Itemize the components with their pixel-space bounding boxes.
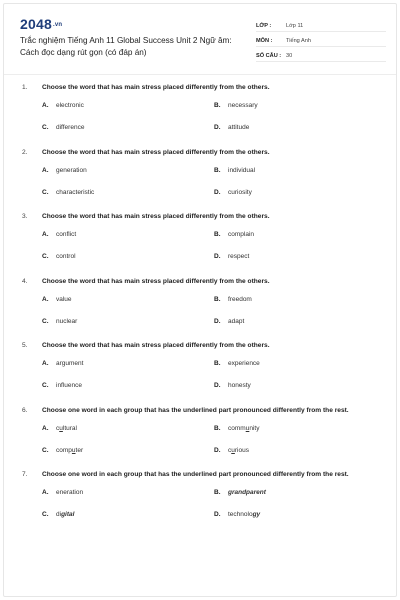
answer-option[interactable]	[214, 181, 386, 203]
answer-option[interactable]	[214, 310, 386, 332]
option-letter: A.	[42, 360, 49, 367]
question-text: Choose the word that has main stress placed differently from the others.	[42, 342, 270, 349]
answer-option[interactable]	[214, 417, 386, 439]
answer-option[interactable]	[42, 482, 214, 504]
question-item	[4, 276, 396, 333]
answer-options	[42, 95, 396, 139]
option-text: technology	[228, 511, 261, 518]
meta-value: 30	[286, 53, 293, 59]
answer-option[interactable]	[214, 224, 386, 246]
answer-option[interactable]	[214, 95, 386, 117]
answer-option[interactable]	[42, 224, 214, 246]
logo-suffix: .vn	[52, 22, 63, 29]
option-letter: C.	[42, 253, 49, 260]
option-letter: C.	[42, 188, 49, 196]
option-letter: A.	[42, 166, 49, 174]
question-text: Choose one word in each group that has the underlined part pronounced differently from the rest.	[42, 471, 349, 478]
underlined-letter: u	[231, 446, 235, 454]
answer-option[interactable]	[214, 482, 386, 504]
answer-options	[42, 482, 396, 526]
logo-text: 2048	[20, 16, 52, 32]
option-text: electronic	[56, 102, 84, 109]
option-text: honesty	[228, 382, 251, 389]
question-text: Choose the word that has main stress placed differently from the others.	[42, 213, 270, 220]
meta-label: MÔN :	[256, 38, 273, 44]
meta-label: LỚP :	[256, 23, 272, 29]
answer-option[interactable]	[214, 439, 386, 461]
answer-option[interactable]	[42, 181, 214, 203]
option-letter: B.	[214, 102, 221, 109]
question-text: Choose the word that has main stress placed differently from the others.	[42, 277, 270, 285]
answer-options	[42, 353, 396, 397]
option-text: control	[56, 253, 76, 260]
option-letter: D.	[214, 317, 221, 325]
option-letter: A.	[42, 231, 49, 238]
option-text: value	[56, 295, 72, 303]
question-number: 1.	[22, 84, 28, 91]
question-text: Choose one word in each group that has the underlined part pronounced differently from the rest.	[42, 406, 349, 414]
answer-option[interactable]	[42, 310, 214, 332]
option-letter: B.	[214, 360, 221, 367]
question-header	[4, 340, 396, 353]
answer-option[interactable]	[214, 353, 386, 375]
question-header	[4, 405, 396, 418]
option-letter: C.	[42, 511, 49, 518]
question-number: 5.	[22, 342, 28, 349]
option-letter: D.	[214, 446, 221, 454]
option-letter: A.	[42, 102, 49, 109]
option-letter: B.	[214, 295, 221, 303]
option-text: difference	[56, 124, 85, 131]
option-letter: D.	[214, 253, 221, 260]
question-number: 4.	[22, 277, 28, 285]
document-header	[4, 4, 396, 74]
option-text: generation	[56, 166, 87, 174]
option-text: curious	[228, 446, 249, 454]
question-text: Choose the word that has main stress placed differently from the others.	[42, 148, 270, 156]
option-text: respect	[228, 253, 250, 260]
answer-option[interactable]	[214, 117, 386, 139]
answer-options	[42, 159, 396, 203]
answer-option[interactable]	[214, 288, 386, 310]
answer-option[interactable]	[42, 504, 214, 526]
option-text: complain	[228, 231, 255, 238]
answer-option[interactable]	[42, 95, 214, 117]
meta-label: SỐ CÂU :	[256, 53, 282, 59]
meta-value: Lớp 11	[286, 23, 304, 29]
answer-option[interactable]	[42, 159, 214, 181]
answer-option[interactable]	[42, 288, 214, 310]
meta-value: Tiếng Anh	[286, 38, 311, 44]
answer-option[interactable]	[214, 504, 386, 526]
option-text: characteristic	[56, 188, 95, 196]
option-letter: B.	[214, 489, 221, 496]
document-meta	[256, 18, 386, 63]
option-letter: B.	[214, 166, 221, 174]
answer-option[interactable]	[214, 246, 386, 268]
document-title: Trắc nghiệm Tiếng Anh 11 Global Success Unit 2 Ngữ âm: Cách đọc dạng rút gọn (có đáp án)	[20, 36, 232, 57]
option-text: influence	[56, 382, 83, 389]
document-page	[3, 3, 397, 597]
option-letter: A.	[42, 489, 49, 496]
answer-option[interactable]	[42, 246, 214, 268]
question-header	[4, 469, 396, 482]
option-text: attitude	[228, 124, 250, 131]
meta-question-count	[256, 48, 386, 62]
emphasized-part: gital	[61, 511, 75, 518]
question-item	[4, 340, 396, 397]
header-divider	[4, 74, 396, 75]
question-header	[4, 276, 396, 289]
answer-option[interactable]	[214, 375, 386, 397]
option-letter: B.	[214, 424, 221, 432]
option-text: individual	[228, 166, 256, 174]
underlined-letter: u	[71, 446, 76, 454]
underlined-letter: u	[245, 424, 250, 432]
option-text: curiosity	[228, 188, 252, 196]
question-item	[4, 405, 396, 462]
answer-option[interactable]	[42, 117, 214, 139]
meta-subject	[256, 33, 386, 47]
question-text: Choose the word that has main stress placed differently from the others.	[42, 84, 270, 91]
question-number: 3.	[22, 213, 28, 220]
option-letter: C.	[42, 317, 49, 325]
option-text: necessary	[228, 102, 258, 109]
answer-options	[42, 417, 396, 461]
question-list	[4, 82, 396, 534]
question-item	[4, 211, 396, 268]
option-text: experience	[228, 360, 260, 367]
option-text: community	[228, 424, 260, 432]
underlined-letter: u	[59, 424, 63, 432]
meta-class	[256, 18, 386, 32]
option-letter: C.	[42, 382, 49, 389]
answer-options	[42, 288, 396, 332]
option-letter: C.	[42, 446, 49, 454]
option-text: argument	[56, 360, 84, 367]
question-header	[4, 211, 396, 224]
answer-option[interactable]	[214, 159, 386, 181]
answer-options	[42, 224, 396, 268]
option-text: cultural	[56, 424, 77, 432]
option-text: computer	[56, 446, 84, 454]
option-letter: D.	[214, 382, 221, 389]
option-text: freedom	[228, 295, 252, 303]
option-text: digital	[56, 511, 75, 518]
option-text: conflict	[56, 231, 77, 238]
question-number: 7.	[22, 471, 28, 478]
question-item	[4, 82, 396, 139]
answer-option[interactable]	[42, 439, 214, 461]
option-letter: D.	[214, 124, 221, 131]
option-text: eneration	[56, 489, 84, 496]
question-header	[4, 82, 396, 95]
question-item	[4, 469, 396, 526]
answer-option[interactable]	[42, 417, 214, 439]
question-item	[4, 147, 396, 204]
option-letter: A.	[42, 424, 49, 432]
question-number: 6.	[22, 406, 28, 414]
option-letter: C.	[42, 124, 49, 131]
answer-option[interactable]	[42, 353, 214, 375]
question-header	[4, 147, 396, 160]
option-letter: D.	[214, 188, 221, 196]
option-text: adapt	[228, 317, 245, 325]
option-letter: A.	[42, 295, 49, 303]
site-logo[interactable]	[20, 16, 62, 32]
question-number: 2.	[22, 148, 28, 156]
option-text: grandparent	[228, 489, 266, 496]
option-letter: B.	[214, 231, 221, 238]
option-letter: D.	[214, 511, 221, 518]
option-text: nuclear	[56, 317, 78, 325]
answer-option[interactable]	[42, 375, 214, 397]
emphasized-part: gy	[252, 511, 261, 518]
